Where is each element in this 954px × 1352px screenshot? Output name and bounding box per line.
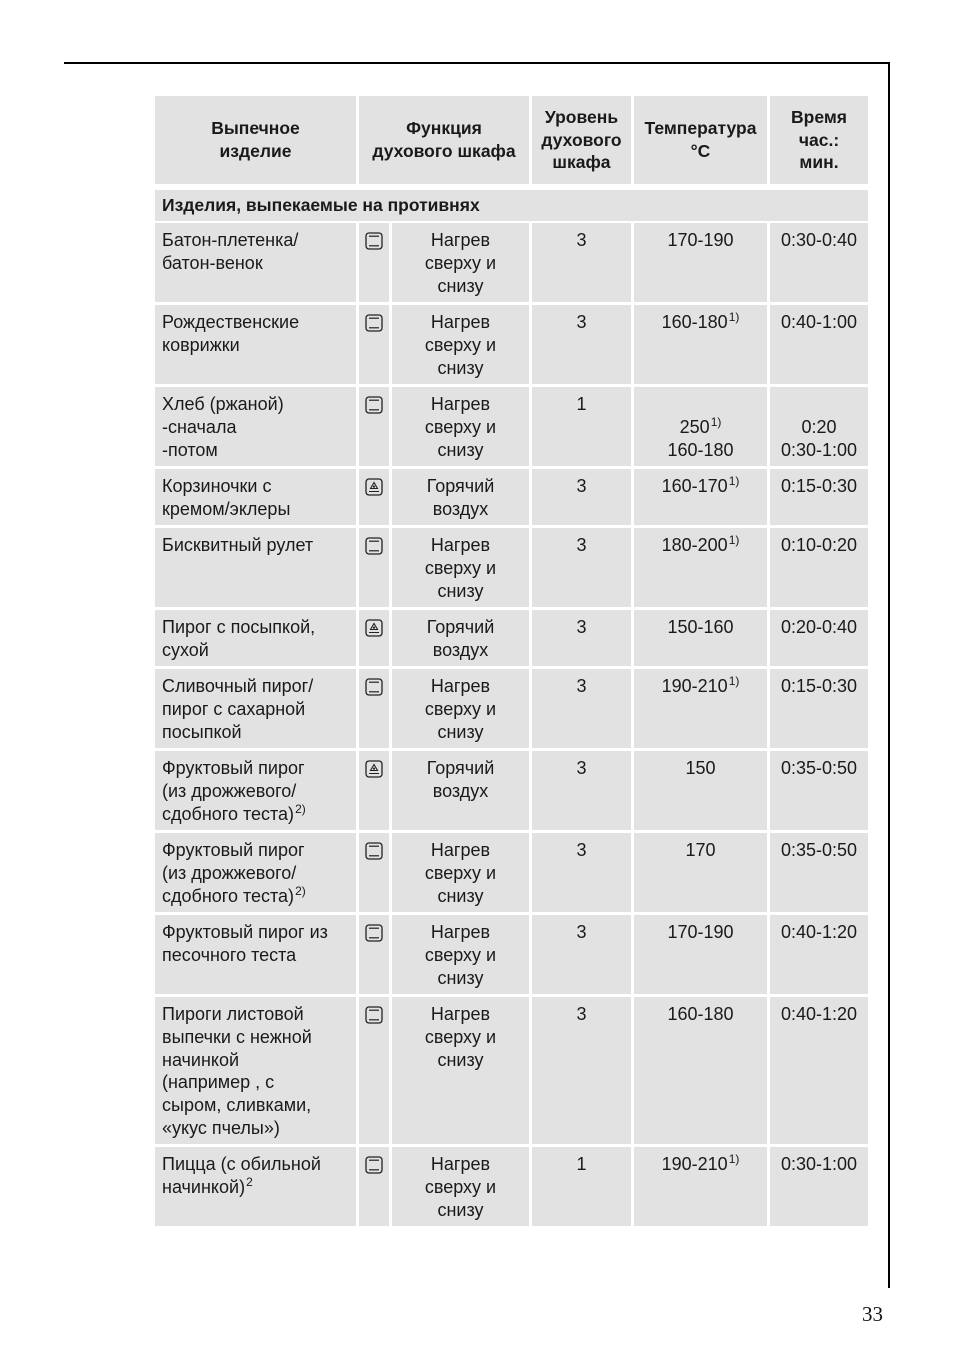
product-name-line: коврижки [162,334,240,355]
function-name-line: снизу [437,1049,484,1070]
footnote-marker: 2 [246,1174,253,1189]
top-rule [64,62,890,64]
footnote-marker: 1) [728,310,740,324]
product-name-line: (из дрожжевого/ [162,780,297,801]
hot-air-fan-icon [365,619,383,637]
level-cell [532,669,631,748]
top-bottom-heat-icon [365,232,383,250]
product-name-line: сдобного теста)$^{2)}$ [162,801,306,824]
function-name-line: Горячий [426,758,495,778]
product-name-cell [155,469,356,525]
time-value: 0:20-0:40 [780,617,858,637]
temperature-value: 160-180 [667,1004,734,1024]
function-name-line: Горячий [426,617,495,637]
product-name-line: Пироги листовой [162,1004,304,1024]
temperature-value: 180-200$^{1)}$ [661,533,740,555]
hot-air-fan-icon [365,760,383,778]
time-value: 0:40-1:20 [780,1004,858,1024]
header-time: Время час.: мин. [770,96,868,184]
function-icon-cell [359,751,389,830]
temperature-cell [634,305,767,384]
temperature-value: 190-210$^{1)}$ [661,1152,740,1174]
time-cell [770,1147,868,1226]
function-name-line: Нагрев [430,230,491,250]
top-bottom-heat-icon [365,1006,383,1024]
time-cell [770,751,868,830]
function-name-cell [392,223,529,302]
time-cell [770,387,868,466]
product-name-line: выпечки с нежной [162,1026,312,1047]
level-value: 3 [576,840,587,860]
function-name-cell [392,751,529,830]
header-level: Уровень духового шкафа [532,96,631,184]
product-name-cell [155,528,356,607]
time-cell [770,997,868,1144]
function-name-line: сверху и [424,1176,497,1197]
temperature-cell [634,833,767,912]
temperature-value: 160-180$^{1)}$ [661,310,740,332]
temperature-value: 170 [685,840,716,860]
function-icon-cell [359,223,389,302]
function-name-cell [392,469,529,525]
product-name-line: Батон-плетенка/ [162,230,299,250]
function-name-line: сверху и [424,944,497,965]
product-name-line: Сливочный пирог/ [162,676,314,696]
baking-table [155,96,868,1226]
function-name-line: Нагрев [430,840,491,860]
level-cell [532,610,631,666]
function-name-cell [392,1147,529,1226]
time-cell [770,669,868,748]
function-name-line: Нагрев [430,312,491,332]
product-name-cell [155,751,356,830]
function-name-line: сверху и [424,416,497,437]
function-name-line: Нагрев [430,535,491,555]
footnote-marker: 1) [728,1152,740,1166]
product-name-line: Фруктовый пирог [162,840,305,860]
product-name-line: -сначала [162,416,237,437]
level-value: 1 [576,1154,587,1174]
temperature-cell [634,469,767,525]
temperature-cell [634,751,767,830]
product-name-cell [155,915,356,994]
function-icon-cell [359,669,389,748]
function-name-line: Нагрев [430,1004,491,1024]
product-name-cell [155,610,356,666]
function-icon-cell [359,915,389,994]
time-value: 0:40-1:00 [780,312,858,332]
level-value: 3 [576,676,587,696]
temperature-value: 170-190 [667,230,734,250]
temperature-cell [634,223,767,302]
temperature-value: 160-170$^{1)}$ [661,474,740,496]
temperature-cell [634,387,767,466]
level-cell [532,469,631,525]
function-name-line: снизу [437,721,484,742]
level-cell [532,387,631,466]
footnote-marker: 1) [728,674,740,688]
function-name-line: Нагрев [430,676,491,696]
time-value: 0:40-1:20 [780,922,858,942]
temperature-cell [634,610,767,666]
top-bottom-heat-icon [365,842,383,860]
product-name-cell [155,669,356,748]
footnote-marker: 2) [295,883,306,898]
function-name-line: воздух [432,498,489,519]
footnote-marker: 2) [295,801,306,816]
temperature-cell [634,528,767,607]
temperature-cell [634,1147,767,1226]
function-name-cell [392,528,529,607]
product-name-cell [155,387,356,466]
level-cell [532,305,631,384]
time-value: 0:10-0:20 [780,535,858,555]
function-name-line: Нагрев [430,1154,491,1174]
time-cell [770,833,868,912]
function-name-line: Горячий [426,476,495,496]
product-name-line: пирог с сахарной [162,698,306,719]
function-name-line: снизу [437,580,484,601]
level-cell [532,997,631,1144]
function-name-line: Нагрев [430,394,491,414]
time-cell [770,305,868,384]
function-icon-cell [359,305,389,384]
function-name-cell [392,997,529,1144]
function-name-cell [392,915,529,994]
product-name-line: «укус пчелы») [162,1117,280,1138]
page-number: 33 [862,1302,883,1326]
product-name-line: Пирог с посыпкой, [162,617,316,637]
level-cell [532,751,631,830]
product-name-line: кремом/эклеры [162,498,291,519]
hot-air-fan-icon [365,478,383,496]
product-name-line: -потом [162,439,218,460]
product-name-cell [155,1147,356,1226]
time-cell [770,915,868,994]
level-cell [532,528,631,607]
product-name-line: посыпкой [162,721,242,742]
product-name-line: начинкой [162,1049,240,1070]
temperature-value: 160-180 [667,439,734,460]
product-name-cell [155,223,356,302]
footnote-marker: 1) [728,474,740,488]
right-margin-rule [888,62,890,1288]
product-name-line: (например , с [162,1072,275,1093]
function-name-line: снизу [437,275,484,296]
function-name-line: Нагрев [430,922,491,942]
function-name-cell [392,669,529,748]
top-bottom-heat-icon [365,678,383,696]
header-function: Функция духового шкафа [359,96,529,184]
time-cell [770,610,868,666]
time-value: 0:15-0:30 [780,476,858,496]
function-name-line: сверху и [424,698,497,719]
product-name-line: песочного теста [162,944,297,965]
function-icon-cell [359,610,389,666]
product-name-line: Хлеб (ржаной) [162,394,284,414]
temperature-value: 150-160 [667,617,734,637]
function-name-line: снизу [437,885,484,906]
time-cell [770,469,868,525]
level-cell [532,223,631,302]
product-name-line: Рождественские [162,312,300,332]
header-temperature: Температура °C [634,96,767,184]
product-name-cell [155,305,356,384]
product-name-line: Фруктовый пирог [162,758,305,778]
footnote-marker: 1) [728,533,740,547]
product-name-line: Пицца (с обильной [162,1154,321,1174]
product-name-line: Фруктовый пирог из [162,922,328,942]
function-icon-cell [359,469,389,525]
header-product: Выпечное изделие [155,96,356,184]
product-name-line: начинкой)$^2$ [162,1174,253,1197]
time-cell [770,528,868,607]
time-value: 0:35-0:50 [780,840,858,860]
time-value: 0:30-0:40 [780,230,858,250]
function-icon-cell [359,528,389,607]
level-value: 1 [576,394,587,414]
top-bottom-heat-icon [365,537,383,555]
product-name-line: Корзиночки с [162,476,272,496]
time-value: 0:30-1:00 [780,1154,858,1174]
level-cell [532,1147,631,1226]
level-value: 3 [576,617,587,637]
time-value: 0:15-0:30 [780,676,858,696]
time-value: 0:30-1:00 [780,439,858,460]
time-cell [770,223,868,302]
function-name-cell [392,305,529,384]
function-name-line: сверху и [424,862,497,883]
temperature-cell [634,997,767,1144]
level-value: 3 [576,535,587,555]
temperature-value: 150 [685,758,716,778]
product-name-cell [155,997,356,1144]
level-value: 3 [576,758,587,778]
footnote-marker: 1) [710,414,722,429]
time-value: 0:35-0:50 [780,758,858,778]
temperature-value [638,393,763,416]
function-icon-cell [359,833,389,912]
level-value: 3 [576,312,587,332]
top-bottom-heat-icon [365,1156,383,1174]
product-name-cell [155,833,356,912]
function-name-line: сверху и [424,334,497,355]
level-cell [532,833,631,912]
function-name-line: снизу [437,439,484,460]
level-value: 3 [576,1004,587,1024]
product-name-line: сухой [162,639,209,660]
function-name-line: снизу [437,1199,484,1220]
product-name-line: (из дрожжевого/ [162,862,297,883]
temperature-cell [634,669,767,748]
level-cell [532,915,631,994]
function-icon-cell [359,997,389,1144]
function-name-cell [392,610,529,666]
function-name-line: снизу [437,967,484,988]
section-title: Изделия, выпекаемые на противнях [155,190,868,221]
product-name-line: сыром, сливками, [162,1095,312,1116]
function-name-line: воздух [432,780,489,801]
function-name-cell [392,833,529,912]
function-icon-cell [359,387,389,466]
product-name-line: сдобного теста)$^{2)}$ [162,883,306,906]
level-value: 3 [576,476,587,496]
level-value: 3 [576,922,587,942]
temperature-value: 170-190 [667,922,734,942]
function-name-line: сверху и [424,252,497,273]
function-name-cell [392,387,529,466]
function-name-line: снизу [437,357,484,378]
product-name-line: Бисквитный рулет [162,535,314,555]
time-value [774,393,864,416]
temperature-value: 190-210$^{1)}$ [661,674,740,696]
function-name-line: сверху и [424,557,497,578]
top-bottom-heat-icon [365,924,383,942]
temperature-cell [634,915,767,994]
level-value: 3 [576,230,587,250]
temperature-value: 250$^{1)}$ [679,414,722,437]
function-name-line: воздух [432,639,489,660]
product-name-line: батон-венок [162,252,263,273]
function-name-line: сверху и [424,1026,497,1047]
top-bottom-heat-icon [365,396,383,414]
time-value: 0:20 [801,416,837,437]
function-icon-cell [359,1147,389,1226]
top-bottom-heat-icon [365,314,383,332]
